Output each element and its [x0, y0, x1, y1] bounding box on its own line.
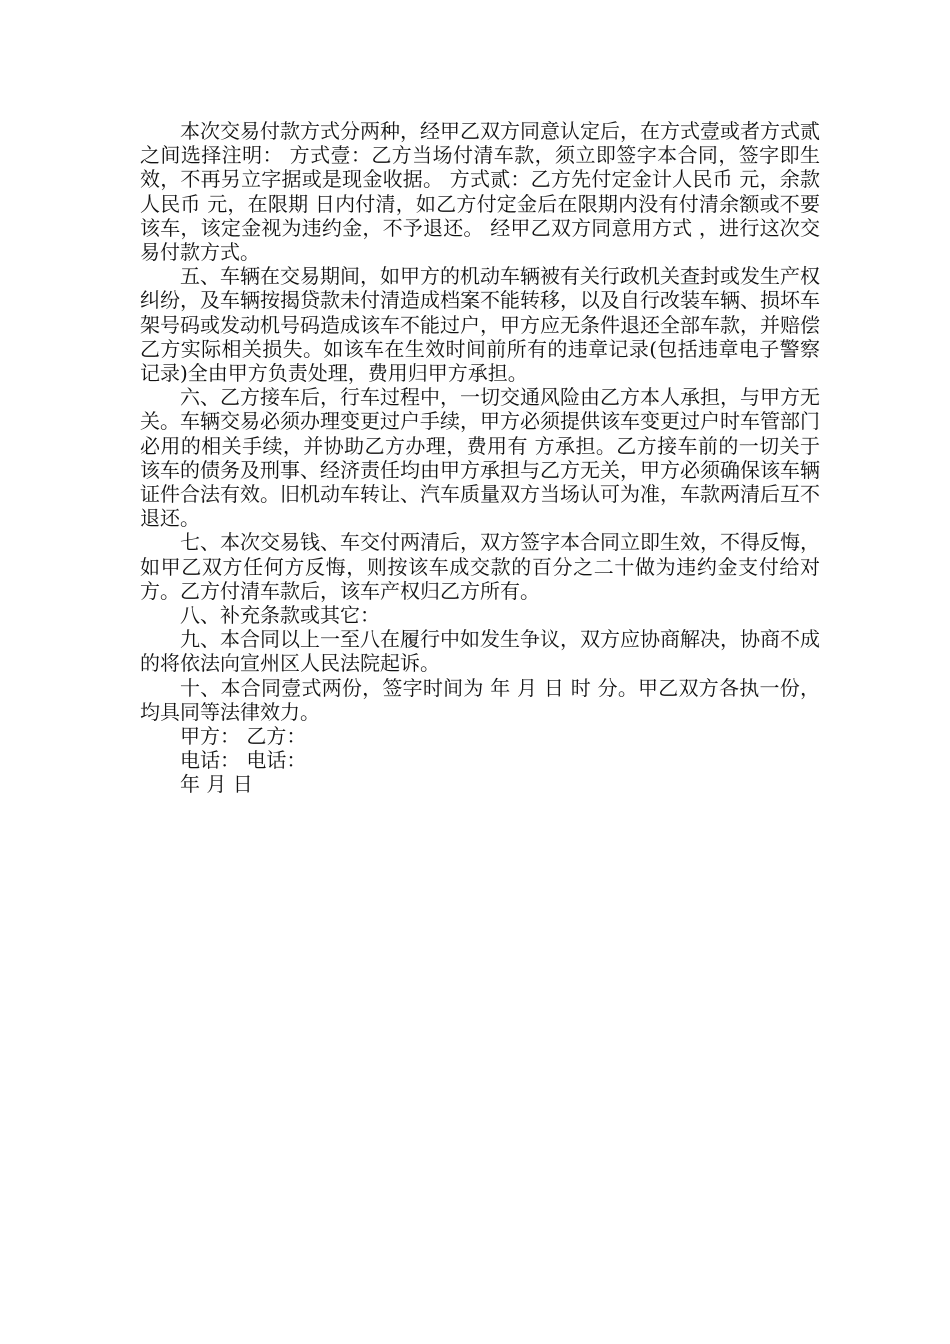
- contract-document: [140, 119, 820, 797]
- phone-line: 电话： 电话：: [180, 748, 307, 773]
- date-line: 年 月 日: [180, 772, 253, 797]
- payment-method-paragraph: 本次交易付款方式分两种，经甲乙双方同意认定后，在方式壹或者方式贰之间选择注明： 方式壹：乙方当场付清车款，须立即签字本合同，签字即生效，不再另立字据或是现金收据。 方式贰：乙方先付定金计人民币 元，余款人民币 元，在限期 日内付清，如乙方付定金后在限期内没有付清余额或不要该车，该定金视为违约金，不予退还。 经甲乙双方同意用方式 ，进行这次交易付款方式。: [140, 119, 820, 265]
- clause-six: 六、乙方接车后，行车过程中，一切交通风险由乙方本人承担，与甲方无关。车辆交易必须办理变更过户手续，甲方必须提供该车变更过户时车管部门必用的相关手续，并协助乙方办理，费用有 方承担。乙方接车前的一切关于该车的债务及刑事、经济责任均由甲方承担与乙方无关，甲方必须确保该车辆证件合法有效。旧机动车转让、汽车质量双方当场认可为准，车款两清后互不退还。: [140, 385, 820, 531]
- clause-ten: 十、本合同壹式两份，签字时间为 年 月 日 时 分。甲乙双方各执一份，均具同等法律效力。: [140, 675, 820, 724]
- clause-five: 五、车辆在交易期间，如甲方的机动车辆被有关行政机关查封或发生产权纠纷，及车辆按揭贷款未付清造成档案不能转移，以及自行改装车辆、损坏车架号码或发动机号码造成该车不能过户，甲方应无条件退还全部车款，并赔偿乙方实际相关损失。如该车在生效时间前所有的违章记录(包括违章电子警察记录)全由甲方负责处理，费用归甲方承担。: [140, 264, 820, 386]
- clause-eight: 八、补充条款或其它：: [180, 603, 380, 628]
- clause-nine: 九、本合同以上一至八在履行中如发生争议，双方应协商解决，协商不成的将依法向宣州区人民法院起诉。: [140, 627, 820, 676]
- party-signature-line: 甲方： 乙方：: [180, 724, 307, 749]
- clause-seven: 七、本次交易钱、车交付两清后，双方签字本合同立即生效，不得反悔，如甲乙双方任何方反悔，则按该车成交款的百分之二十做为违约金支付给对方。乙方付清车款后，该车产权归乙方所有。: [140, 530, 820, 603]
